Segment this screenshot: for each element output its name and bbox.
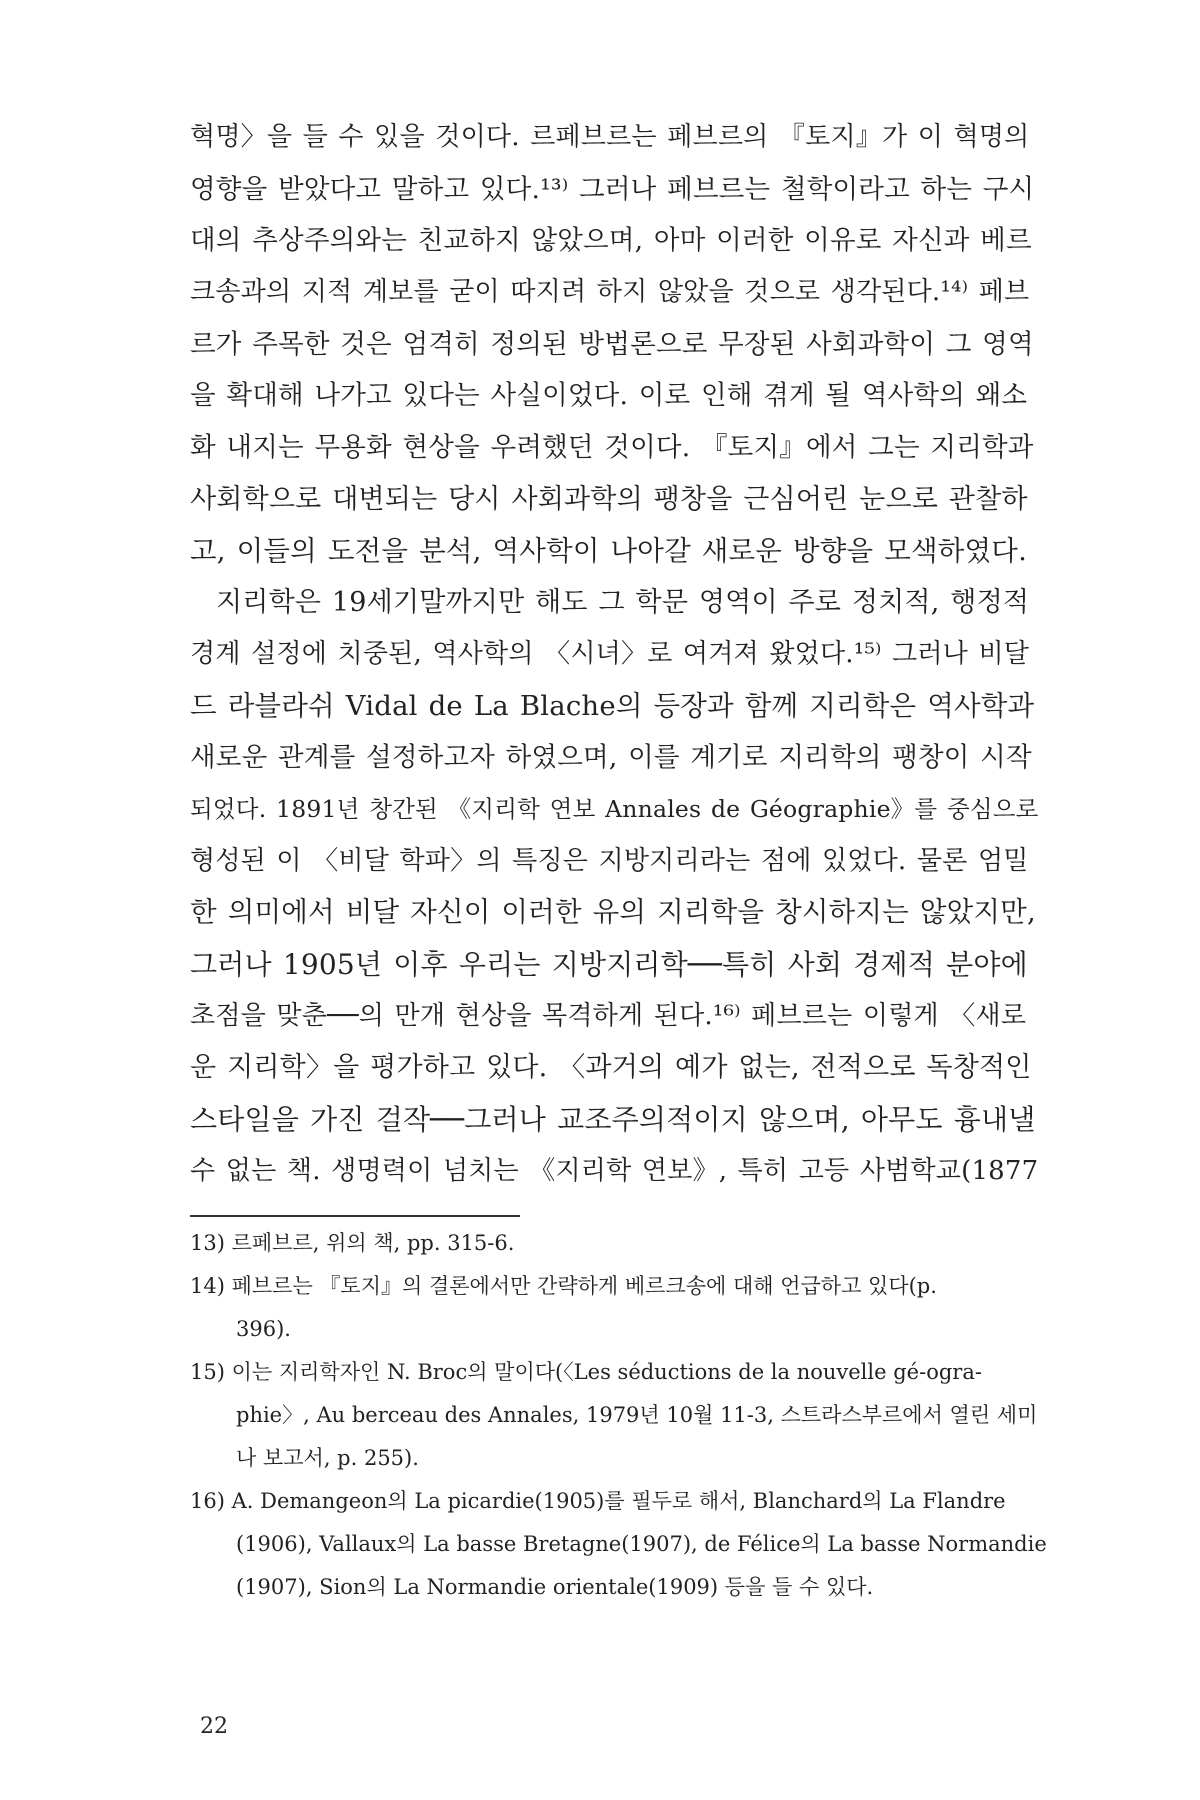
footnote-line: 14) 페브르는 『토지』의 결론에서만 간략하게 베르크송에 대해 언급하고 있다(p.	[190, 1274, 937, 1298]
footnote-line: 396).	[236, 1317, 291, 1341]
footnote-13	[190, 1222, 1050, 1265]
text-line: 크송과의 지적 계보를 굳이 따지려 하지 않았을 것으로 생각된다.¹⁴⁾ 페브	[190, 277, 1030, 308]
text-line: 형성된 이 〈비달 학파〉의 특징은 지방지리라는 점에 있었다. 물론 엄밀	[190, 845, 1029, 876]
text-line: 화 내지는 무용화 현상을 우려했던 것이다. 『토지』에서 그는 지리학과	[190, 432, 1034, 464]
text-line: 사회학으로 대변되는 당시 사회과학의 팽창을 근심어린 눈으로 관찰하	[190, 483, 1028, 515]
text-line: 수 없는 책. 생명력이 넘치는 《지리학 연보》, 특히 고등 사범학교(1877	[190, 1155, 1039, 1186]
text-line: 스타일을 가진 걸작──그러나 교조주의적이지 않으며, 아무도 흉내낼	[190, 1103, 1036, 1137]
page-number: 22	[200, 1714, 228, 1739]
footnote-14	[190, 1265, 1050, 1351]
footnote-15	[190, 1351, 1050, 1480]
footnote-line: phie〉, Au berceau des Annales, 1979년 10월 11-3, 스트라스부르에서 열린 세미	[236, 1403, 1038, 1427]
footnote-line: 15) 이는 지리학자인 N. Broc의 말이다(〈Les séductions de la nouvelle gé-ogra-	[190, 1360, 982, 1384]
footnote-divider	[190, 1215, 520, 1217]
footnote-line: 나 보고서, p. 255).	[236, 1446, 419, 1470]
footnote-line: (1906), Vallaux의 La basse Bretagne(1907), de Félice의 La basse Normandie	[236, 1532, 1047, 1556]
footnotes	[190, 1222, 1050, 1609]
footnote-16	[190, 1480, 1050, 1609]
footnote-line: (1907), Sion의 La Normandie orientale(1909) 등을 들 수 있다.	[236, 1575, 874, 1599]
main-text	[190, 112, 1040, 1197]
text-line: 경계 설정에 치중된, 역사학의 〈시녀〉로 여겨져 왔었다.¹⁵⁾ 그러나 비달	[190, 638, 1030, 669]
text-line: 고, 이들의 도전을 분석, 역사학이 나아갈 새로운 방향을 모색하였다.	[190, 534, 1028, 567]
text-line: 초점을 맞춘──의 만개 현상을 목격하게 된다.¹⁶⁾ 페브르는 이렇게 〈새로	[190, 1000, 1027, 1031]
text-line: 드 라블라쉬 Vidal de La Blache의 등장과 함께 지리학은 역사학과	[190, 689, 1035, 722]
text-line: 그러나 1905년 이후 우리는 지방지리학──특히 사회 경제적 분야에	[190, 948, 1028, 981]
text-line: 영향을 받았다고 말하고 있다.¹³⁾ 그러나 페브르는 철학이라고 하는 구시	[190, 173, 1035, 205]
footnote-line: 16) A. Demangeon의 La picardie(1905)를 필두로 해서, Blanchard의 La Flandre	[190, 1489, 1006, 1513]
text-line: 운 지리학〉을 평가하고 있다. 〈과거의 예가 없는, 전적으로 독창적인	[190, 1052, 1032, 1084]
text-line: 한 의미에서 비달 자신이 이러한 유의 지리학을 창시하지는 않았지만,	[190, 896, 1036, 929]
text-line: 대의 추상주의와는 친교하지 않았으며, 아마 이러한 이유로 자신과 베르	[190, 225, 1032, 257]
text-line: 을 확대해 나가고 있다는 사실이었다. 이로 인해 겪게 될 역사학의 왜소	[190, 380, 1028, 412]
text-line: 혁명〉을 들 수 있을 것이다. 르페브르는 페브르의 『토지』가 이 혁명의	[190, 122, 1030, 152]
paragraph-start-line: 지리학은 19세기말까지만 해도 그 학문 영역이 주로 정치적, 행정적	[216, 587, 1030, 619]
footnote-line: 13) 르페브르, 위의 책, pp. 315-6.	[190, 1231, 515, 1255]
text-line: 되었다. 1891년 창간된 《지리학 연보 Annales de Géographie》를 중심으로	[190, 794, 1039, 823]
text-line: 르가 주목한 것은 엄격히 정의된 방법론으로 무장된 사회과학이 그 영역	[190, 328, 1034, 360]
text-line: 새로운 관계를 설정하고자 하였으며, 이를 계기로 지리학의 팽창이 시작	[190, 742, 1032, 774]
